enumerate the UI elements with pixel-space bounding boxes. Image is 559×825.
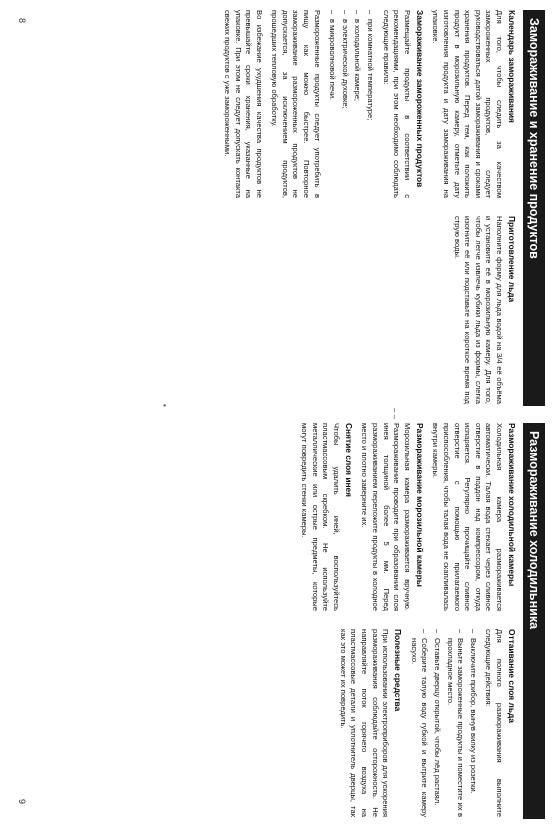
section-heading: Календарь замораживания bbox=[507, 10, 517, 123]
page-header: Размораживание холодильника bbox=[523, 423, 545, 819]
column-1 bbox=[216, 10, 517, 198]
paragraph: Холодильная камера размораживается автоматически. Талая вода стекает через сливное отверстие в поддон над компрессором, откуда испаряется. Регулярно прочищайте сливное отверстие с помощью прилагаемого приспособления, чтобы талая вода не скапливалась внутри камеры. bbox=[431, 423, 504, 611]
list-item: – в микроволновой печи. bbox=[327, 10, 338, 198]
list-item: – при комнатной температуре; bbox=[364, 10, 375, 198]
page-header: Замораживание и хранение продуктов bbox=[523, 10, 545, 406]
list-item: – Соберите талую воду губкой и вытрите камеру насухо. bbox=[408, 629, 429, 817]
section-heading: Снятие слоя инея bbox=[343, 423, 354, 498]
text-columns bbox=[37, 10, 517, 406]
column-2 bbox=[332, 629, 517, 817]
column-2 bbox=[446, 216, 517, 404]
margin-mark: – – bbox=[390, 408, 399, 420]
list-item: – Оставьте дверцу открытой, чтобы лёд растаял. bbox=[431, 629, 442, 817]
margin-mark: • bbox=[160, 404, 169, 407]
right-page bbox=[0, 413, 559, 825]
section-heading: Размораживание морозильной камеры bbox=[414, 423, 425, 587]
section-thawing bbox=[327, 10, 425, 198]
text-columns bbox=[37, 423, 517, 819]
list-item: – в холодильной камере; bbox=[352, 10, 363, 198]
bullet-list bbox=[408, 629, 478, 817]
page-number: 8 bbox=[17, 18, 27, 24]
section-heading: Полезные средства bbox=[393, 629, 404, 712]
paragraph: Размещайте продукты в соответствии с рекомендациями, при этом необходимо соблюдать следующие правила: bbox=[381, 10, 412, 198]
section-heading: Оттаивание слоя льда bbox=[507, 629, 517, 723]
paragraph: Морозильная камера размораживается вручную. Размораживание проводите при образовании слоя инея толщиной более 5 мм. Перед размораживанием переложите продукты в холодное место и плотно заверните их. bbox=[360, 423, 412, 611]
left-page bbox=[0, 0, 559, 412]
paragraph: При использовании электроприборов для ускорения размораживания соблюдайте осторожность. Не направляйте поток горячего воздуха на пластмассовые детали и уплотнитель дверцы, так как это может их повредить. bbox=[338, 629, 391, 817]
section-heading: Приготовление льда bbox=[507, 216, 517, 303]
bullet-list bbox=[327, 10, 375, 198]
paragraph: Для того, чтобы следить за качеством замороженных продуктов, следует руководствоваться датой замораживания и сроками хранения продуктов. Перед тем, как положить продукт в морозильную камеру, отметьте дату изготовления продукта и дату замораживания на упаковке. bbox=[431, 10, 504, 198]
paragraph: Наполните форму для льда водой на 3/4 её объёма и установите её в морозильную камеру. Для того, чтобы легче извлечь кубики льда из формы, слегка изогните её или подставьте на короткое время под струю воды. bbox=[452, 216, 504, 404]
paragraph: Во избежание ухудшения качества продуктов не превышайте сроки хранения, указанные на упаковке. При этом не следует допускать контакта свежих продуктов с уже замороженными. bbox=[222, 10, 264, 198]
paragraph: Для полного размораживания выполните следующие действия: bbox=[484, 629, 504, 817]
list-item: – Выключите прибор, вынув вилку из розетки. bbox=[467, 629, 478, 817]
section-calendar bbox=[430, 10, 517, 198]
paragraph: Размороженные продукты следует употребить в пищу как можно быстрее. Повторное замораживание размороженных продуктов не допускается, за исключением продуктов, прошедших тепловую обработку. bbox=[270, 10, 322, 198]
section-heading: Размораживание холодильной камеры bbox=[507, 423, 517, 587]
list-item: – Выньте замороженные продукты и поместите их в прохладное место. bbox=[444, 629, 465, 817]
section-heading: Замораживание замороженных продуктов bbox=[414, 10, 425, 188]
paragraph: Чтобы удалить иней, воспользуйтесь пластмассовым скребком. Не используйте металлические или острые предметы, которые могут повредить стенки камеры. bbox=[300, 423, 341, 611]
column-1 bbox=[294, 423, 518, 611]
page-number: 9 bbox=[17, 799, 27, 805]
list-item: – в электрической духовке; bbox=[339, 10, 350, 198]
